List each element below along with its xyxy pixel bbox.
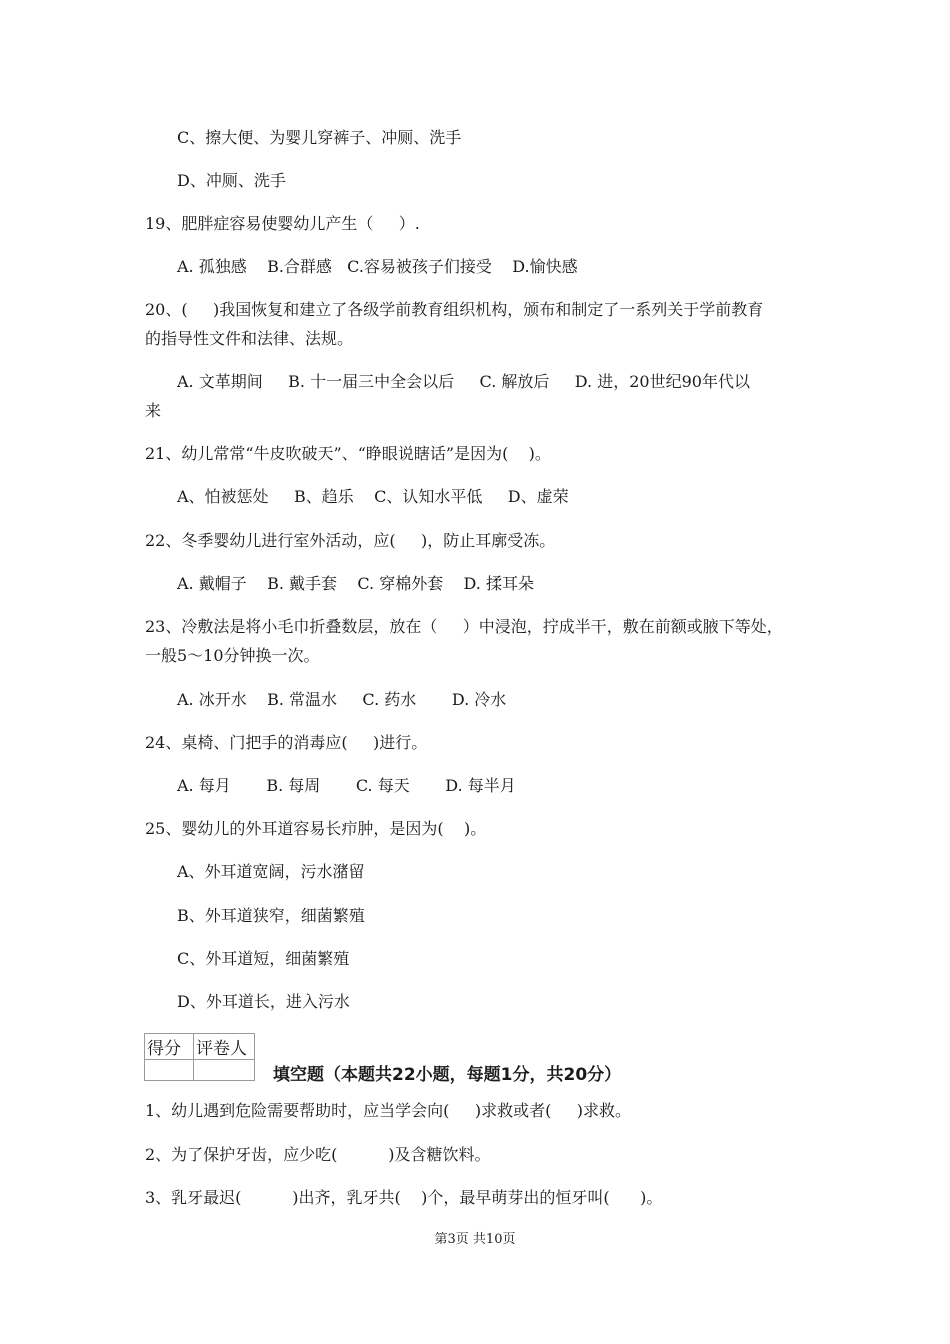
question-25-option-c: C、外耳道短，细菌繁殖 (177, 949, 350, 968)
score-box (144, 1033, 255, 1081)
question-19: 19、肥胖症容易使婴幼儿产生（ ）. (145, 214, 420, 233)
question-25-option-d: D、外耳道长，进入污水 (177, 992, 350, 1011)
fill-in-3: 3、乳牙最迟( )出齐，乳牙共( )个，最早萌芽出的恒牙叫( )。 (145, 1188, 663, 1207)
q18-option-d: D、冲厕、洗手 (177, 171, 286, 190)
question-20-options: A. 文革期间 B. 十一届三中全会以后 C. 解放后 D. 进，20世纪90年代以 (177, 372, 750, 391)
question-20-line-2: 的指导性文件和法律、法规。 (145, 329, 354, 348)
question-22: 22、冬季婴幼儿进行室外活动，应( )，防止耳廓受冻。 (145, 531, 556, 550)
score-cell (145, 1060, 194, 1081)
question-21-options: A、怕被惩处 B、趋乐 C、认知水平低 D、虚荣 (177, 487, 569, 506)
question-21: 21、幼儿常常“牛皮吹破天”、“睁眼说瞎话”是因为( )。 (145, 444, 551, 463)
q18-option-c: C、擦大便、为婴儿穿裤子、冲厕、洗手 (177, 128, 462, 147)
question-23-options: A. 冰开水 B. 常温水 C. 药水 D. 冷水 (177, 690, 507, 709)
question-25-option-b: B、外耳道狭窄，细菌繁殖 (177, 906, 365, 925)
question-19-options: A. 孤独感 B.合群感 C.容易被孩子们接受 D.愉快感 (177, 257, 578, 276)
question-25: 25、婴幼儿的外耳道容易长疖肿，是因为( )。 (145, 819, 487, 838)
score-label: 得分 (145, 1034, 194, 1060)
question-25-option-a: A、外耳道宽阔，污水潴留 (177, 862, 365, 881)
question-23-line-2: 一般5～10分钟换一次。 (145, 646, 320, 665)
grader-cell (194, 1060, 255, 1081)
grader-label: 评卷人 (194, 1034, 255, 1060)
question-24: 24、桌椅、门把手的消毒应( )进行。 (145, 733, 428, 752)
question-20-line-1: 20、( )我国恢复和建立了各级学前教育组织机构，颁布和制定了一系列关于学前教育 (145, 300, 764, 319)
fill-in-1: 1、幼儿遇到危险需要帮助时，应当学会向( )求救或者( )求救。 (145, 1101, 632, 1120)
question-24-options: A. 每月 B. 每周 C. 每天 D. 每半月 (177, 776, 516, 795)
fill-in-2: 2、为了保护牙齿，应少吃( )及含糖饮料。 (145, 1145, 491, 1164)
page-footer: 第3页 共10页 (434, 1232, 516, 1247)
question-22-options: A. 戴帽子 B. 戴手套 C. 穿棉外套 D. 揉耳朵 (177, 574, 534, 593)
section-title: 填空题（本题共22小题，每题1分，共20分） (273, 1065, 622, 1085)
question-23-line-1: 23、冷敷法是将小毛巾折叠数层，放在（ ）中浸泡，拧成半干，敷在前额或腋下等处， (145, 617, 783, 636)
question-20-options-cont: 来 (145, 401, 162, 420)
